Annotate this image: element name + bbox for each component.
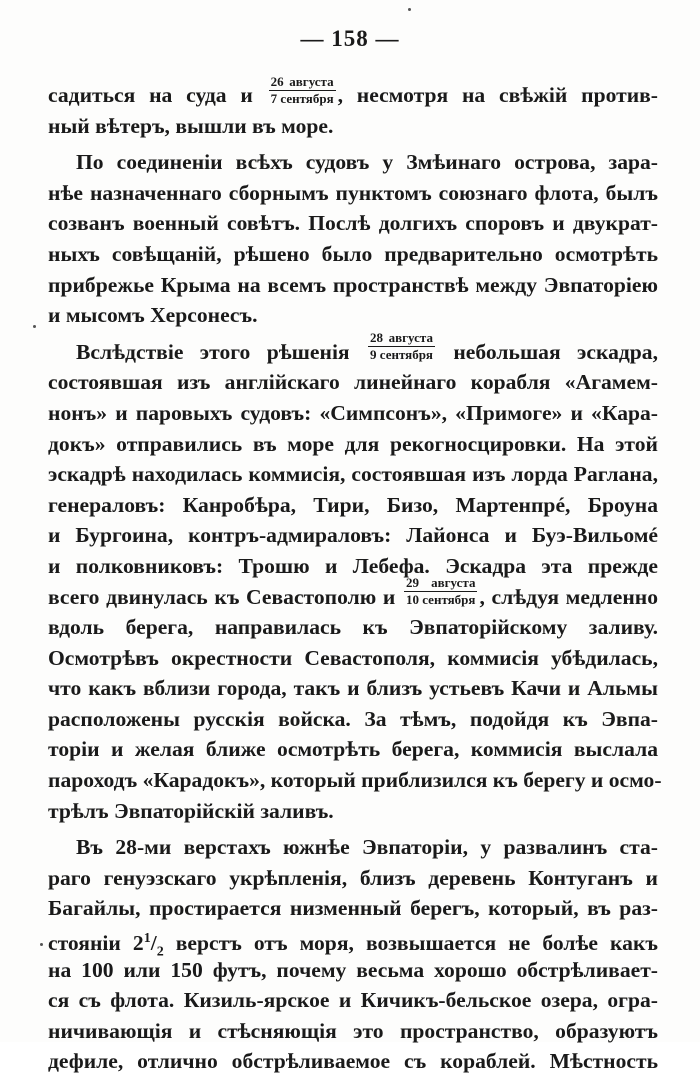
date-fraction — [368, 331, 435, 362]
text-line: дефиле, отлично обстрѣливаемое съ кораблей. Мѣстность — [48, 1049, 658, 1074]
print-speck — [408, 8, 411, 11]
text-line — [48, 330, 658, 368]
text-line — [48, 924, 658, 960]
text-segment: всего двинулась къ Севастополю и — [48, 584, 402, 609]
text-line: ныхъ совѣщаній, рѣшено было предварительно осмотрѣть — [48, 241, 658, 266]
page-number: — 158 — — [300, 26, 400, 51]
text-line: на 100 или 150 футъ, почему весьма хорошо обстрѣливает- — [48, 957, 658, 982]
text-line: эскадрѣ находилась коммисія, состоявшая изъ лорда Раглана, — [48, 462, 658, 487]
text-line: Въ 28-ми верстахъ южнѣе Эвпаторіи, у развалинъ ста- — [76, 835, 658, 860]
text-line: что какъ вблизи города, такъ и близъ устьевъ Качи и Альмы — [48, 676, 658, 701]
text-segment: , несмотря на свѣжій против- — [337, 83, 658, 107]
text-segment: садиться на суда и — [48, 83, 267, 107]
print-speck — [33, 325, 36, 328]
body-text — [48, 73, 662, 1077]
text-segment: / — [150, 931, 157, 956]
text-segment: Вслѣдствіе этого рѣшенія — [76, 339, 367, 364]
text-line: торіи и желая ближе осмотрѣть берега, коммисія выслала — [48, 737, 658, 762]
fraction-numerator: 1 — [143, 931, 151, 947]
text-line: прибрежье Крыма на всемъ пространствѣ между Эвпаторіею — [48, 272, 658, 297]
text-line: ничивающія и стѣсняющія это пространство, образуютъ — [48, 1018, 658, 1043]
text-line — [48, 575, 658, 613]
text-segment: верстъ отъ моря, возвышается не болѣе какъ — [163, 931, 658, 956]
old-style-date: 26 августа — [270, 73, 334, 89]
text-line: По соединеніи всѣхъ судовъ у Змѣинаго острова, зара- — [76, 150, 658, 175]
text-line: ся съ флота. Кизиль-ярское и Кичикъ-бельское озера, огра- — [48, 988, 658, 1013]
text-line: состоявшая изъ англійскаго линейнаго корабля «Агамем- — [48, 370, 658, 395]
text-segment: небольшая эскадра, — [436, 339, 658, 364]
new-style-date: 10 сентября — [406, 592, 476, 608]
text-line: и Бургоина, контръ-адмираловъ: Лайонса и Буэ-Вильомé — [48, 523, 658, 548]
print-speck — [40, 943, 43, 946]
text-line: нѣе назначеннаго сборнымъ пунктомъ союзнаго флота, былъ — [48, 180, 658, 205]
text-line: Осмотрѣвъ окрестности Севастополя, коммисія убѣдилась, — [48, 645, 658, 670]
text-line — [48, 73, 658, 111]
old-style-date: 28 августа — [370, 330, 433, 346]
text-line: трѣлъ Эвпаторійскій заливъ. — [48, 798, 334, 823]
date-fraction — [269, 75, 336, 106]
text-line: вдоль берега, направилась къ Эвпаторійскому заливу. — [48, 615, 658, 640]
text-line: генераловъ: Канробѣра, Тири, Бизо, Мартенпрé, Броуна — [48, 492, 658, 517]
text-line: пароходъ «Карадокъ», который приблизился къ берегу и осмо- — [48, 768, 662, 793]
new-style-date: 9 сентября — [370, 347, 433, 363]
text-segment: , слѣдуя медленно — [479, 584, 658, 609]
text-line: и полковниковъ: Трошю и Лебефа. Эскадра эта прежде — [48, 553, 658, 578]
text-line: раго генуэзскаго укрѣпленія, близъ деревень Контуганъ и — [48, 865, 658, 890]
text-line: докъ» отправились въ море для рекогносцировки. На этой — [48, 431, 658, 456]
fraction-denominator: 2 — [156, 944, 164, 960]
text-line: созванъ военный совѣтъ. Послѣ долгихъ споровъ и двукрат- — [48, 211, 658, 236]
date-fraction — [404, 576, 477, 607]
new-style-date: 7 сентября — [270, 90, 334, 106]
text-line: ный вѣтеръ, вышли въ море. — [48, 113, 334, 138]
text-line: расположены русскія войска. За тѣмъ, подойдя къ Эвпа- — [48, 706, 658, 731]
text-line: Багайлы, простирается низменный берегъ, который, въ раз- — [48, 896, 658, 921]
text-segment: стояніи 2 — [48, 931, 144, 956]
text-line: и мысомъ Херсонесъ. — [48, 303, 258, 328]
text-line: нонъ» и паровыхъ судовъ: «Симпсонъ», «Примоге» и «Кара- — [48, 400, 658, 425]
old-style-date: 29 августа — [406, 575, 476, 591]
